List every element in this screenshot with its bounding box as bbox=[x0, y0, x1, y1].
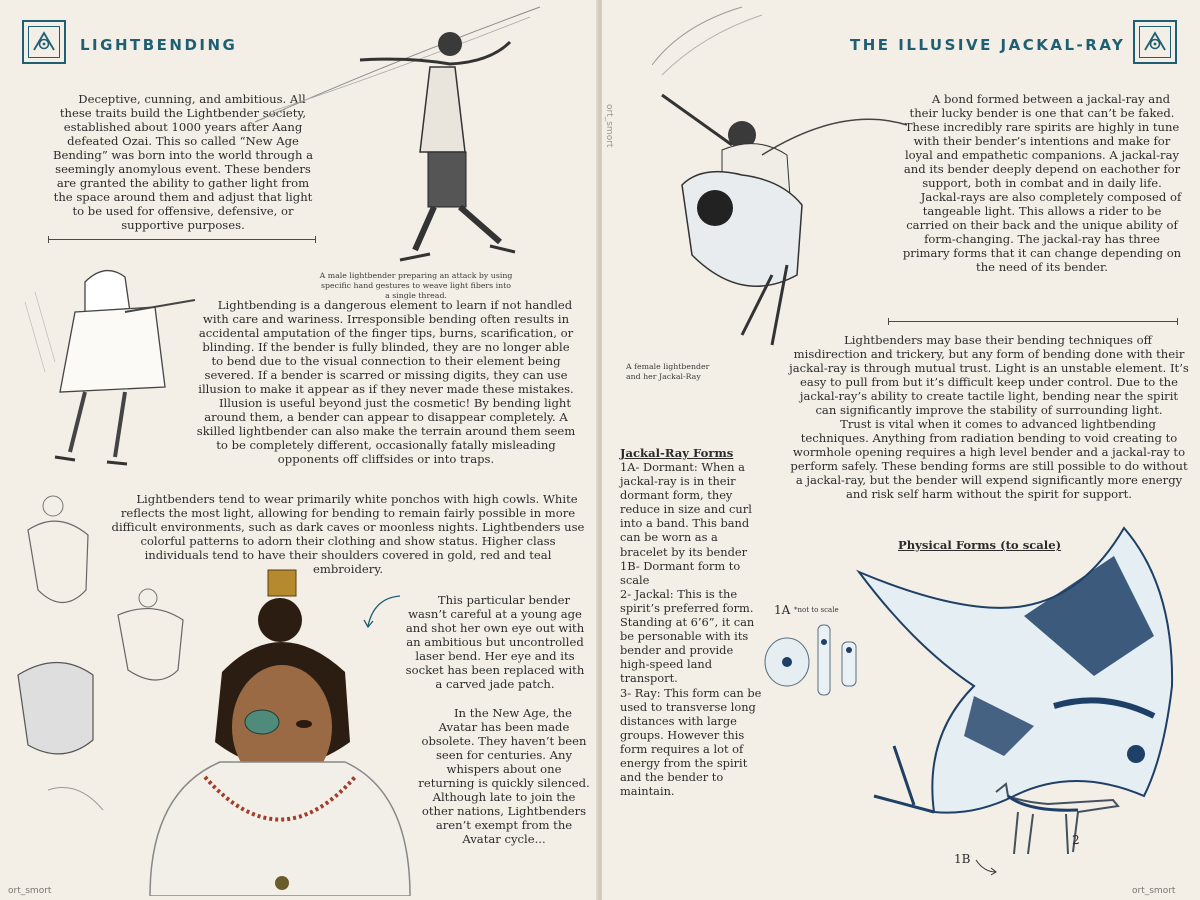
jade-patch-bender-portrait bbox=[110, 562, 420, 896]
label-not-to-scale: *not to scale bbox=[794, 606, 839, 614]
section-title-jackal-ray: THE ILLUSIVE JACKAL-RAY bbox=[850, 36, 1126, 54]
danger-paragraph: Lightbending is a dangerous element to learn if not handled with care and wariness. Irresponsible bending often results in accidental amputation of the finger tips, burns, scarification, or blinding. If the bender is fully blinded, they are no longer able to bend due to the visual connection to their element being severed. If a bender is scarred or missing digits, they can use illusion to make it appear as if they never made these mistakes. Illusion is useful beyond just the cosmetic! By bending light around them, a bender can appear to disappear completely. A skilled lightbender can also make the terrain around them seem to be completely different, occasionally fatally misleading opponents off cliffsides or into traps. bbox=[196, 298, 576, 466]
form-2-text: 2- Jackal: This is the spirit’s preferred form. Standing at 6’6”, it can be personable with its bender and provide high-speed land transport. bbox=[620, 586, 755, 686]
label-1a: 1A bbox=[774, 603, 791, 617]
jackal-ray-forms-title: Jackal-Ray Forms bbox=[620, 446, 734, 460]
label-2: 2 bbox=[1072, 833, 1080, 847]
section-title-lightbending: LIGHTBENDING bbox=[80, 36, 238, 54]
bond-paragraph: A bond formed between a jackal-ray and their lucky bender is one that can’t be faked. These incredibly rare spirits are highly in tune with their bender’s intentions and make for loyal and empathetic companions. A jackal-ray and its bender deeply depend on eachother for support, both in combat and in daily life. Jackal-rays are also completely composed of tangeable light. This allows a rider to be carried on their back and the unique ability of form-changing. The jackal-ray has three primary forms that it can change depending on the need of its bender. bbox=[902, 92, 1182, 274]
right-page bbox=[602, 0, 1200, 900]
left-page bbox=[0, 0, 598, 900]
avatar-paragraph: In the New Age, the Avatar has been made obsolete. They haven’t been seen for centuries. Any whispers about one returning is quickly silenced. Although late to join the other nations, Lightbenders aren’t exempt from the Avatar cycle... bbox=[418, 706, 590, 846]
misdirection-paragraph: Lightbenders may base their bending techniques off misdirection and trickery, but any form of bending done with their jackal-ray is through mutual trust. Light is an unstable element. It’s easy to pull from but it’s difficult keep under control. Due to the jackal-ray’s ability to create tactile light, bending near the spirit can significantly improve the stability of surrounding light. Trust is vital when it comes to advanced lightbending techniques. Anything from radiation bending to void creating to wormhole opening requires a high level bender and a jackal-ray to perform safely. These bending forms are still possible to do without a jackal-ray, but the bender will expend significantly more energy and risk self harm without the spirit for support. bbox=[789, 333, 1189, 501]
ponchos-paragraph: Lightbenders tend to wear primarily white ponchos with high cowls. White reflects the most light, allowing for bending to remain fairly possible in more difficult environments, such as dark caves or moonless nights. Lightbenders use colorful patterns to adorn their clothing and show status. Higher class individuals tend to have their shoulders covered in gold, red and teal embroidery. bbox=[111, 492, 585, 576]
signature-vertical: ort_smort bbox=[604, 104, 614, 148]
form-3-text: 3- Ray: This form can be used to transverse long distances with large groups. However this form requires a lot of energy from the spirit and the bender to maintain. bbox=[620, 685, 762, 799]
jackal-ray-emblem-icon bbox=[1133, 20, 1177, 64]
ray-form-illustration bbox=[854, 526, 1194, 818]
hooded-figure-sketch bbox=[15, 252, 205, 474]
signature-left: ort_smort bbox=[8, 886, 52, 896]
caption-male-lightbender: A male lightbender preparing an attack by using specific hand gestures to weave light fibers into a single thread. bbox=[319, 271, 513, 300]
bond-divider bbox=[888, 321, 1178, 322]
physical-forms-title: Physical Forms (to scale) bbox=[898, 538, 1062, 552]
form-1b-text: 1B- Dormant form to scale bbox=[620, 558, 741, 587]
jackal-ray-forms-list bbox=[620, 460, 764, 798]
signature-right: ort_smort bbox=[1132, 886, 1176, 896]
eye-paragraph: This particular bender wasn’t careful at a young age and shot her own eye out with an ambitious but uncontrolled laser bend. Her eye and its socket has been replaced with a carved jade patch. bbox=[405, 593, 585, 691]
label-1b-arrow-icon bbox=[974, 858, 1000, 876]
jackal-form-illustration bbox=[978, 782, 1128, 864]
female-bender-with-jackal-ray-illustration bbox=[622, 5, 922, 360]
male-lightbender-illustration bbox=[250, 2, 550, 264]
lightbending-emblem-icon bbox=[22, 20, 66, 64]
label-1b: 1B bbox=[954, 852, 971, 866]
caption-female-lightbender: A female lightbender and her Jackal-Ray bbox=[626, 362, 710, 381]
intro-paragraph: Deceptive, cunning, and ambitious. All these traits build the Lightbender society, established about 1000 years after Aang defeated Ozai. This so called “New Age Bending” was born into the world through a seemingly anomylous event. These benders are granted the ability to gather light from the space around them and adjust that light to be used for offensive, defensive, or supportive purposes. bbox=[52, 92, 314, 232]
form-1a-text: 1A- Dormant: When a jackal-ray is in their dormant form, they reduce in size and curl into a band. This band can be worn as a bracelet by its bender bbox=[620, 460, 752, 559]
